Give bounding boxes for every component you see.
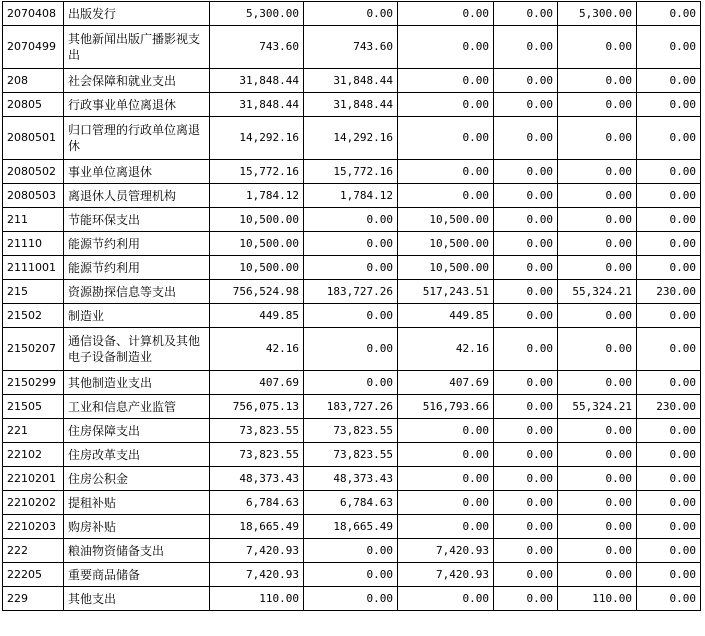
- total-amount: 7,420.93: [210, 563, 304, 587]
- account-code: 21502: [3, 304, 64, 328]
- basic-amount: 0.00: [304, 563, 398, 587]
- basic-amount: 6,784.63: [304, 491, 398, 515]
- project-amount: 0.00: [398, 491, 494, 515]
- account-name: 工业和信息产业监管: [64, 395, 210, 419]
- account-code: 22102: [3, 443, 64, 467]
- table-row: [3, 93, 701, 117]
- project-amount: 0.00: [398, 587, 494, 611]
- enterprise-amount: 0.00: [637, 184, 701, 208]
- subsidy-amount: 0.00: [558, 184, 637, 208]
- table-row: [3, 467, 701, 491]
- subsidy-amount: 0.00: [558, 371, 637, 395]
- project-amount: 0.00: [398, 160, 494, 184]
- enterprise-amount: 0.00: [637, 443, 701, 467]
- enterprise-amount: 0.00: [637, 93, 701, 117]
- enterprise-amount: 0.00: [637, 117, 701, 160]
- table-row: [3, 587, 701, 611]
- basic-amount: 0.00: [304, 232, 398, 256]
- total-amount: 18,665.49: [210, 515, 304, 539]
- table-row: [3, 563, 701, 587]
- basic-amount: 1,784.12: [304, 184, 398, 208]
- subsidy-amount: 5,300.00: [558, 2, 637, 26]
- basic-amount: 14,292.16: [304, 117, 398, 160]
- subsidy-amount: 0.00: [558, 328, 637, 371]
- total-amount: 14,292.16: [210, 117, 304, 160]
- subsidy-amount: 0.00: [558, 26, 637, 69]
- project-amount: 10,500.00: [398, 208, 494, 232]
- table-row: [3, 539, 701, 563]
- project-amount: 0.00: [398, 69, 494, 93]
- basic-amount: 0.00: [304, 304, 398, 328]
- enterprise-amount: 0.00: [637, 491, 701, 515]
- total-amount: 6,784.63: [210, 491, 304, 515]
- other-amount: 0.00: [494, 328, 558, 371]
- other-amount: 0.00: [494, 93, 558, 117]
- other-amount: 0.00: [494, 208, 558, 232]
- account-code: 211: [3, 208, 64, 232]
- subsidy-amount: 0.00: [558, 491, 637, 515]
- account-name: 行政事业单位离退休: [64, 93, 210, 117]
- account-code: 2210201: [3, 467, 64, 491]
- account-code: 21505: [3, 395, 64, 419]
- account-code: 2070408: [3, 2, 64, 26]
- enterprise-amount: 0.00: [637, 539, 701, 563]
- basic-amount: 0.00: [304, 371, 398, 395]
- account-name: 提租补贴: [64, 491, 210, 515]
- basic-amount: 0.00: [304, 256, 398, 280]
- subsidy-amount: 0.00: [558, 208, 637, 232]
- account-name: 离退休人员管理机构: [64, 184, 210, 208]
- account-name: 出版发行: [64, 2, 210, 26]
- basic-amount: 73,823.55: [304, 419, 398, 443]
- basic-amount: 15,772.16: [304, 160, 398, 184]
- total-amount: 756,075.13: [210, 395, 304, 419]
- other-amount: 0.00: [494, 304, 558, 328]
- other-amount: 0.00: [494, 69, 558, 93]
- table-row: [3, 328, 701, 371]
- enterprise-amount: 0.00: [637, 563, 701, 587]
- other-amount: 0.00: [494, 491, 558, 515]
- basic-amount: 0.00: [304, 208, 398, 232]
- total-amount: 15,772.16: [210, 160, 304, 184]
- other-amount: 0.00: [494, 160, 558, 184]
- account-code: 215: [3, 280, 64, 304]
- basic-amount: 0.00: [304, 328, 398, 371]
- account-code: 2150207: [3, 328, 64, 371]
- total-amount: 31,848.44: [210, 93, 304, 117]
- subsidy-amount: 55,324.21: [558, 395, 637, 419]
- basic-amount: 0.00: [304, 539, 398, 563]
- account-name: 制造业: [64, 304, 210, 328]
- account-name: 能源节约利用: [64, 232, 210, 256]
- table-row: [3, 184, 701, 208]
- table-row: [3, 371, 701, 395]
- enterprise-amount: 0.00: [637, 2, 701, 26]
- account-code: 2111001: [3, 256, 64, 280]
- table-row: [3, 256, 701, 280]
- account-code: 2210203: [3, 515, 64, 539]
- other-amount: 0.00: [494, 117, 558, 160]
- total-amount: 73,823.55: [210, 419, 304, 443]
- total-amount: 42.16: [210, 328, 304, 371]
- enterprise-amount: 0.00: [637, 26, 701, 69]
- table-row: [3, 232, 701, 256]
- total-amount: 73,823.55: [210, 443, 304, 467]
- account-name: 节能环保支出: [64, 208, 210, 232]
- other-amount: 0.00: [494, 587, 558, 611]
- project-amount: 0.00: [398, 117, 494, 160]
- total-amount: 743.60: [210, 26, 304, 69]
- table-body: [3, 2, 701, 611]
- account-code: 208: [3, 69, 64, 93]
- basic-amount: 0.00: [304, 2, 398, 26]
- account-code: 221: [3, 419, 64, 443]
- table-row: [3, 208, 701, 232]
- basic-amount: 183,727.26: [304, 280, 398, 304]
- project-amount: 7,420.93: [398, 563, 494, 587]
- project-amount: 516,793.66: [398, 395, 494, 419]
- project-amount: 42.16: [398, 328, 494, 371]
- other-amount: 0.00: [494, 256, 558, 280]
- total-amount: 449.85: [210, 304, 304, 328]
- account-name: 其他新闻出版广播影视支出: [64, 26, 210, 69]
- project-amount: 0.00: [398, 419, 494, 443]
- table-row: [3, 26, 701, 69]
- basic-amount: 48,373.43: [304, 467, 398, 491]
- basic-amount: 743.60: [304, 26, 398, 69]
- other-amount: 0.00: [494, 515, 558, 539]
- subsidy-amount: 0.00: [558, 563, 637, 587]
- basic-amount: 31,848.44: [304, 69, 398, 93]
- account-name: 粮油物资储备支出: [64, 539, 210, 563]
- enterprise-amount: 0.00: [637, 328, 701, 371]
- account-name: 资源勘探信息等支出: [64, 280, 210, 304]
- subsidy-amount: 0.00: [558, 467, 637, 491]
- account-name: 住房保障支出: [64, 419, 210, 443]
- subsidy-amount: 0.00: [558, 304, 637, 328]
- account-name: 住房改革支出: [64, 443, 210, 467]
- project-amount: 0.00: [398, 467, 494, 491]
- project-amount: 0.00: [398, 26, 494, 69]
- table-row: [3, 515, 701, 539]
- subsidy-amount: 0.00: [558, 117, 637, 160]
- enterprise-amount: 0.00: [637, 208, 701, 232]
- basic-amount: 73,823.55: [304, 443, 398, 467]
- basic-amount: 18,665.49: [304, 515, 398, 539]
- subsidy-amount: 0.00: [558, 539, 637, 563]
- table-row: [3, 443, 701, 467]
- account-code: 222: [3, 539, 64, 563]
- project-amount: 0.00: [398, 443, 494, 467]
- enterprise-amount: 230.00: [637, 395, 701, 419]
- other-amount: 0.00: [494, 232, 558, 256]
- account-name: 住房公积金: [64, 467, 210, 491]
- total-amount: 10,500.00: [210, 208, 304, 232]
- total-amount: 1,784.12: [210, 184, 304, 208]
- subsidy-amount: 0.00: [558, 419, 637, 443]
- budget-table: [2, 1, 701, 611]
- enterprise-amount: 0.00: [637, 304, 701, 328]
- enterprise-amount: 0.00: [637, 160, 701, 184]
- basic-amount: 31,848.44: [304, 93, 398, 117]
- project-amount: 407.69: [398, 371, 494, 395]
- project-amount: 0.00: [398, 184, 494, 208]
- other-amount: 0.00: [494, 26, 558, 69]
- enterprise-amount: 0.00: [637, 419, 701, 443]
- subsidy-amount: 110.00: [558, 587, 637, 611]
- enterprise-amount: 0.00: [637, 371, 701, 395]
- table-row: [3, 304, 701, 328]
- other-amount: 0.00: [494, 371, 558, 395]
- project-amount: 517,243.51: [398, 280, 494, 304]
- account-code: 2150299: [3, 371, 64, 395]
- other-amount: 0.00: [494, 467, 558, 491]
- account-name: 其他支出: [64, 587, 210, 611]
- subsidy-amount: 0.00: [558, 69, 637, 93]
- account-name: 购房补贴: [64, 515, 210, 539]
- table-row: [3, 69, 701, 93]
- subsidy-amount: 0.00: [558, 160, 637, 184]
- subsidy-amount: 0.00: [558, 256, 637, 280]
- other-amount: 0.00: [494, 184, 558, 208]
- total-amount: 756,524.98: [210, 280, 304, 304]
- account-name: 其他制造业支出: [64, 371, 210, 395]
- enterprise-amount: 0.00: [637, 587, 701, 611]
- enterprise-amount: 230.00: [637, 280, 701, 304]
- table-row: [3, 419, 701, 443]
- table-row: [3, 2, 701, 26]
- other-amount: 0.00: [494, 419, 558, 443]
- account-code: 229: [3, 587, 64, 611]
- other-amount: 0.00: [494, 563, 558, 587]
- account-name: 能源节约利用: [64, 256, 210, 280]
- total-amount: 10,500.00: [210, 232, 304, 256]
- subsidy-amount: 0.00: [558, 93, 637, 117]
- basic-amount: 0.00: [304, 587, 398, 611]
- enterprise-amount: 0.00: [637, 69, 701, 93]
- total-amount: 110.00: [210, 587, 304, 611]
- account-code: 2210202: [3, 491, 64, 515]
- account-name: 通信设备、计算机及其他电子设备制造业: [64, 328, 210, 371]
- other-amount: 0.00: [494, 443, 558, 467]
- project-amount: 449.85: [398, 304, 494, 328]
- subsidy-amount: 55,324.21: [558, 280, 637, 304]
- project-amount: 10,500.00: [398, 256, 494, 280]
- enterprise-amount: 0.00: [637, 256, 701, 280]
- project-amount: 0.00: [398, 515, 494, 539]
- other-amount: 0.00: [494, 395, 558, 419]
- other-amount: 0.00: [494, 2, 558, 26]
- total-amount: 7,420.93: [210, 539, 304, 563]
- enterprise-amount: 0.00: [637, 232, 701, 256]
- enterprise-amount: 0.00: [637, 467, 701, 491]
- project-amount: 0.00: [398, 93, 494, 117]
- account-code: 20805: [3, 93, 64, 117]
- account-code: 22205: [3, 563, 64, 587]
- account-code: 2080503: [3, 184, 64, 208]
- account-code: 21110: [3, 232, 64, 256]
- account-code: 2070499: [3, 26, 64, 69]
- account-name: 重要商品储备: [64, 563, 210, 587]
- account-code: 2080502: [3, 160, 64, 184]
- enterprise-amount: 0.00: [637, 515, 701, 539]
- other-amount: 0.00: [494, 539, 558, 563]
- subsidy-amount: 0.00: [558, 232, 637, 256]
- table-row: [3, 280, 701, 304]
- total-amount: 5,300.00: [210, 2, 304, 26]
- table-row: [3, 160, 701, 184]
- other-amount: 0.00: [494, 280, 558, 304]
- project-amount: 0.00: [398, 2, 494, 26]
- account-name: 归口管理的行政单位离退休: [64, 117, 210, 160]
- total-amount: 10,500.00: [210, 256, 304, 280]
- total-amount: 407.69: [210, 371, 304, 395]
- subsidy-amount: 0.00: [558, 443, 637, 467]
- table-row: [3, 117, 701, 160]
- project-amount: 7,420.93: [398, 539, 494, 563]
- basic-amount: 183,727.26: [304, 395, 398, 419]
- account-code: 2080501: [3, 117, 64, 160]
- account-name: 社会保障和就业支出: [64, 69, 210, 93]
- table-row: [3, 395, 701, 419]
- table-row: [3, 491, 701, 515]
- project-amount: 10,500.00: [398, 232, 494, 256]
- subsidy-amount: 0.00: [558, 515, 637, 539]
- total-amount: 31,848.44: [210, 69, 304, 93]
- account-name: 事业单位离退休: [64, 160, 210, 184]
- total-amount: 48,373.43: [210, 467, 304, 491]
